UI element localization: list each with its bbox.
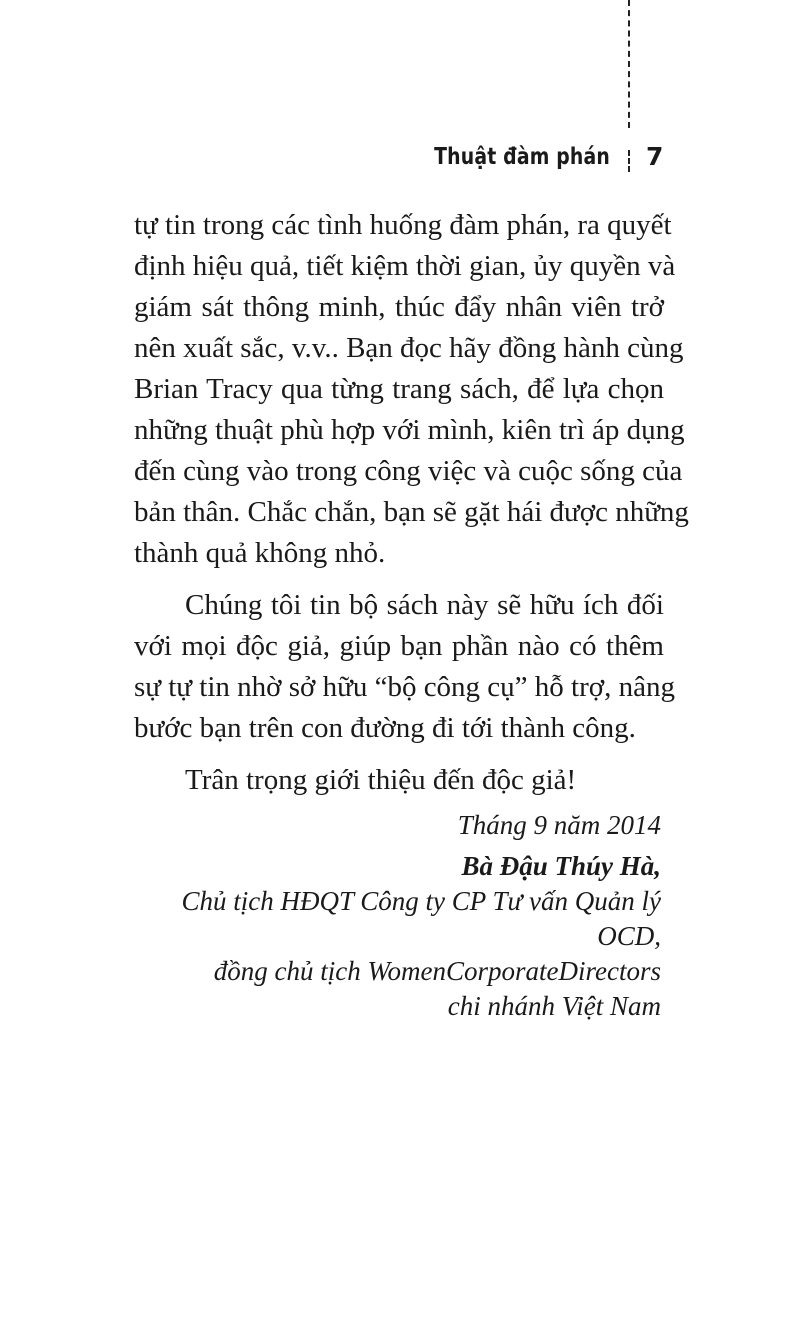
text-line: Brian Tracy qua từng trang sách, để lựa chọn <box>134 373 664 405</box>
signature-block <box>134 808 661 1024</box>
body-text <box>134 205 689 801</box>
signature-date: Tháng 9 năm 2014 <box>457 810 661 840</box>
text-line: sự tự tin nhờ sở hữu “bộ công cụ” hỗ trợ, nâng <box>134 671 675 703</box>
text-line: Chúng tôi tin bộ sách này sẽ hữu ích đối <box>185 589 664 621</box>
header-dotted-rule <box>628 0 630 128</box>
paragraph-3 <box>134 760 664 801</box>
text-line: với mọi độc giả, giúp bạn phần nào có thêm <box>134 630 664 662</box>
text-line: giám sát thông minh, thúc đẩy nhân viên trở <box>134 291 664 323</box>
text-line: bản thân. Chắc chắn, bạn sẽ gặt hái được những <box>134 496 689 528</box>
signature-title-line: đồng chủ tịch WomenCorporateDirectors <box>213 956 661 986</box>
text-line: những thuật phù hợp với mình, kiên trì áp dụng <box>134 414 685 446</box>
signature-title-line: chi nhánh Việt Nam <box>447 991 661 1021</box>
header-dotted-rule-lower <box>628 150 630 172</box>
text-line: nên xuất sắc, v.v.. Bạn đọc hãy đồng hành cùng <box>134 332 684 364</box>
signature-title-line: Chủ tịch HĐQT Công ty CP Tư vấn Quản lý OCD, <box>181 886 661 951</box>
text-line: tự tin trong các tình huống đàm phán, ra quyết <box>134 209 672 241</box>
text-line: bước bạn trên con đường đi tới thành công. <box>134 712 636 744</box>
signature-name: Bà Đậu Thúy Hà, <box>461 851 661 881</box>
text-line: Trân trọng giới thiệu đến độc giả! <box>185 764 577 796</box>
text-line: đến cùng vào trong công việc và cuộc sống của <box>134 455 683 487</box>
running-header-title: Thuật đàm phán <box>434 144 610 170</box>
paragraph-1 <box>134 205 689 574</box>
text-line: định hiệu quả, tiết kiệm thời gian, ủy quyền và <box>134 250 676 282</box>
page-number: 7 <box>646 142 664 171</box>
text-line: thành quả không nhỏ. <box>134 537 386 569</box>
paragraph-2 <box>134 585 675 749</box>
